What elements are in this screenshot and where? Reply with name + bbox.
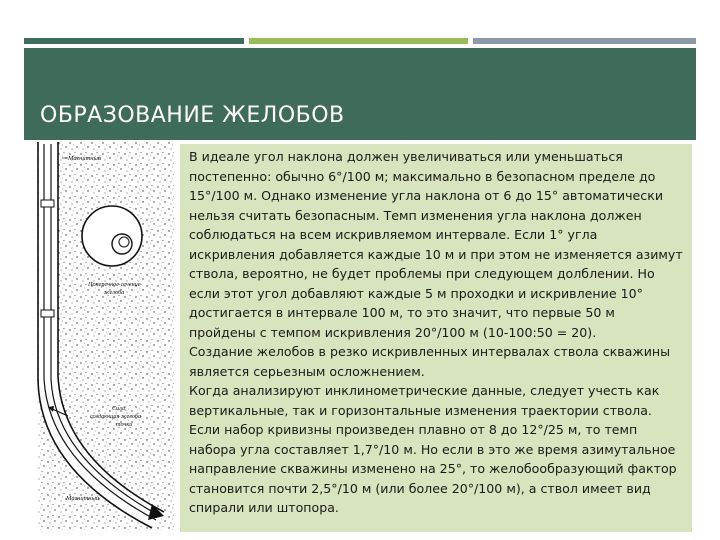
borehole-diagram xyxy=(24,140,176,532)
paragraph-1: В идеале угол наклона должен увеличиваться или уменьшаться постепенно: обычно 6°/100 м; максимально в безопасном пределе до 15°/100 м. Однако изменение угла наклона от 6 до 15° автоматически нельзя считать безопасным. Темп изменения угла наклона должен соблюдаться на всем искривляемом интервале. Если 1° угла искривления добавляется каждые 10 м и при этом не изменяется азимут ствола, вероятно, не будет проблемы при следующем долблении. Но если этот угол добавляют каждые 5 м проходки и искривление 10° достигается в интервале 100 м, то это значит, что первые 50 м пройдены с темпом искривления 20°/100 м (10-100:50 = 20). xyxy=(189,149,683,340)
label-top: Магнитный xyxy=(68,155,102,162)
tool-joint xyxy=(41,310,54,317)
paragraph-2: Создание желобов в резко искривленных интервалах ствола скважины является серьезным осложнением. xyxy=(189,344,671,379)
label-cross-section: Поперечное сечение xyxy=(88,281,141,288)
top-accent-bar-3 xyxy=(473,38,696,44)
tool-joint xyxy=(41,200,54,207)
top-accent-bar-1 xyxy=(24,38,244,44)
label-bottom: Магнитный xyxy=(66,495,100,502)
slide-title: ОБРАЗОВАНИЕ ЖЕЛОБОВ xyxy=(40,103,345,128)
paragraph-3: Когда анализируют инклинометрические данные, следует учесть как вертикальные, так и горизонтальные изменения траектории ствола. Если набор кривизны произведен плавно от 8 до 12°/25 м, то темп набора угла составляет 1,7°/10 м. Но если в это же время азимутальное направление скважины изменено на 25°, то желобообразующий фактор становится почти 2,5°/10 м (или более 20°/100 м), а ствол имеет вид спирали или штопора. xyxy=(189,383,677,515)
label-force: Сила, xyxy=(112,405,127,412)
borehole-diagram-svg xyxy=(24,140,176,532)
body-text-box xyxy=(180,144,692,532)
label-force-3: точки xyxy=(116,421,133,428)
label-cross-section-2: желоба xyxy=(104,289,125,296)
top-accent-bar-2 xyxy=(249,38,468,44)
label-force-2: создающая желоба xyxy=(90,413,142,420)
title-banner xyxy=(24,48,696,140)
cross-section-circle xyxy=(82,206,142,266)
